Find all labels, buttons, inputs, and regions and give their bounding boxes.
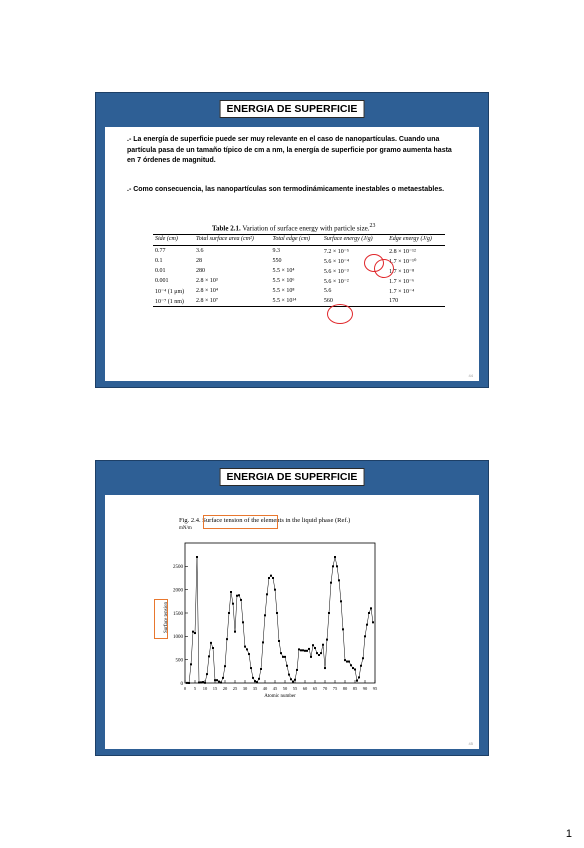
caption-highlight-box bbox=[203, 515, 278, 529]
data-point bbox=[268, 577, 270, 579]
data-point bbox=[262, 641, 264, 643]
data-point bbox=[370, 607, 372, 609]
table-cell: 0.01 bbox=[155, 268, 166, 274]
table-cell: 10⁻⁴ (1 μm) bbox=[155, 288, 185, 295]
data-point bbox=[188, 682, 190, 684]
series-line bbox=[187, 557, 373, 683]
data-point bbox=[266, 593, 268, 595]
table-cell: 1.7 × 10⁻⁴ bbox=[389, 288, 415, 295]
y-tick-label: 1500 bbox=[173, 611, 183, 617]
surface-tension-chart bbox=[165, 535, 381, 703]
data-point bbox=[298, 648, 300, 650]
x-tick-label: 65 bbox=[312, 686, 318, 691]
data-point bbox=[362, 657, 364, 659]
y-tick-label: 0 bbox=[180, 681, 183, 687]
data-point bbox=[316, 652, 318, 654]
data-point bbox=[356, 680, 358, 682]
highlight-circle-last-value bbox=[327, 304, 353, 324]
data-point bbox=[372, 621, 374, 623]
data-point bbox=[272, 577, 274, 579]
table-cell: 560 bbox=[322, 296, 387, 307]
data-point bbox=[240, 599, 242, 601]
data-point bbox=[276, 612, 278, 614]
data-point bbox=[294, 679, 296, 681]
table-row bbox=[153, 266, 445, 276]
table-cell: 170 bbox=[387, 296, 445, 307]
table-cell: 10⁻⁷ (1 nm) bbox=[153, 296, 194, 307]
data-point bbox=[216, 679, 218, 681]
data-point bbox=[368, 612, 370, 614]
slide-content bbox=[105, 495, 479, 749]
data-point bbox=[332, 565, 334, 567]
table-caption-text: Variation of surface energy with particle size. bbox=[242, 224, 370, 233]
data-point bbox=[200, 681, 202, 683]
data-point bbox=[346, 661, 348, 663]
data-point bbox=[252, 677, 254, 679]
data-point bbox=[212, 647, 214, 649]
data-point bbox=[194, 632, 196, 634]
data-point bbox=[220, 682, 222, 684]
data-point bbox=[206, 673, 208, 675]
data-point bbox=[208, 655, 210, 657]
data-point bbox=[334, 556, 336, 558]
y-tick-label: 500 bbox=[175, 658, 183, 664]
y-axis-label: Surface tension bbox=[163, 602, 169, 633]
data-point bbox=[186, 682, 188, 684]
table-cell: 1.7 × 10⁻⁶ bbox=[389, 278, 415, 285]
data-point bbox=[350, 664, 352, 666]
data-point bbox=[246, 648, 248, 650]
x-tick-label: 60 bbox=[302, 686, 308, 691]
table-cell: 9.3 bbox=[272, 248, 281, 254]
table-header-cell: Total surface area (cm²) bbox=[194, 235, 271, 246]
x-tick-label: 90 bbox=[362, 686, 368, 691]
data-point bbox=[302, 649, 304, 651]
paragraph-consequence: .- Como consecuencia, las nanopartículas son termodinámicamente inestables o metaestables. bbox=[127, 186, 445, 193]
table-cell: 5.5 × 10⁴ bbox=[272, 268, 295, 274]
data-point bbox=[330, 582, 332, 584]
x-tick-label: 25 bbox=[232, 686, 238, 691]
table-caption-ref: 23 bbox=[369, 223, 376, 229]
data-point bbox=[250, 667, 252, 669]
figure-caption: Fig. 2.4. Surface tension of the elements in the liquid phase (Ref.) bbox=[179, 517, 351, 524]
table-cell: 550 bbox=[272, 258, 282, 264]
table-cell: 5.6 × 10⁻³ bbox=[323, 268, 349, 275]
table-cell: 28 bbox=[196, 258, 202, 264]
data-point bbox=[196, 556, 198, 558]
data-point bbox=[326, 639, 328, 641]
table-cell: 1.7 × 10⁻⁸ bbox=[389, 268, 415, 275]
data-point bbox=[304, 650, 306, 652]
table-cell: 5.6 × 10⁻² bbox=[323, 278, 349, 285]
y-tick-label: 2000 bbox=[173, 588, 183, 594]
slide-title: ENERGIA DE SUPERFICIE bbox=[220, 468, 365, 486]
x-tick-label: 45 bbox=[272, 686, 278, 691]
data-point bbox=[342, 628, 344, 630]
data-point bbox=[258, 678, 260, 680]
table-cell: 2.8 × 10⁷ bbox=[194, 296, 271, 307]
data-point bbox=[282, 656, 284, 658]
x-tick-label: 20 bbox=[222, 686, 228, 691]
data-point bbox=[308, 648, 310, 650]
table-cell: 5.5 × 10¹⁴ bbox=[271, 296, 322, 307]
data-point bbox=[314, 647, 316, 649]
paragraph-surface-energy: .- La energía de superficie puede ser muy relevante en el caso de nanopartículas. Cuando una partícula pasa de un tamaño típico de cm a nm, la energía de superficie por gramo aumenta hasta en 7 órdenes de magnitud. bbox=[127, 136, 452, 164]
table-cell: 2.8 × 10³ bbox=[196, 278, 218, 284]
data-point bbox=[288, 674, 290, 676]
data-point bbox=[270, 575, 272, 577]
x-tick-label: 80 bbox=[342, 686, 348, 691]
x-tick-label: 30 bbox=[242, 686, 248, 691]
x-tick-label: 55 bbox=[292, 686, 298, 691]
data-point bbox=[192, 631, 194, 633]
data-point bbox=[354, 668, 356, 670]
data-point bbox=[292, 681, 294, 683]
data-point bbox=[236, 595, 238, 597]
data-point bbox=[260, 668, 262, 670]
table-header-cell: Surface energy (J/g) bbox=[322, 235, 387, 246]
data-point bbox=[296, 669, 298, 671]
data-point bbox=[256, 681, 258, 683]
data-point bbox=[254, 680, 256, 682]
x-tick-label: 35 bbox=[252, 686, 258, 691]
table-row bbox=[153, 246, 445, 257]
x-tick-label: 5 bbox=[193, 686, 197, 691]
x-tick-label: 75 bbox=[332, 686, 338, 691]
table-header-cell: Edge energy (J/g) bbox=[387, 235, 445, 246]
highlight-circle-first-value bbox=[374, 259, 394, 278]
data-point bbox=[234, 631, 236, 633]
data-point bbox=[228, 612, 230, 614]
x-tick-label: 85 bbox=[352, 686, 358, 691]
table-cell: 2.8 × 10⁻¹² bbox=[389, 248, 416, 255]
data-point bbox=[318, 654, 320, 656]
data-point bbox=[214, 679, 216, 681]
data-point bbox=[244, 646, 246, 648]
table-header-cell: Total edge (cm) bbox=[271, 235, 322, 246]
table-cell: 0.001 bbox=[155, 278, 169, 284]
table-row bbox=[153, 296, 445, 307]
data-point bbox=[290, 678, 292, 680]
data-point bbox=[226, 638, 228, 640]
slide-title: ENERGIA DE SUPERFICIE bbox=[220, 100, 365, 118]
data-point bbox=[338, 579, 340, 581]
data-point bbox=[278, 640, 280, 642]
data-point bbox=[320, 652, 322, 654]
data-point bbox=[204, 682, 206, 684]
table-row bbox=[153, 276, 445, 286]
table-row bbox=[153, 286, 445, 296]
data-point bbox=[352, 667, 354, 669]
table-cell: 3.6 bbox=[196, 248, 204, 254]
x-tick-label: 70 bbox=[322, 686, 328, 691]
data-point bbox=[344, 659, 346, 661]
data-point bbox=[248, 653, 250, 655]
data-point bbox=[358, 676, 360, 678]
table-cell: 5.6 × 10⁻⁴ bbox=[323, 258, 349, 265]
x-tick-label: 15 bbox=[212, 686, 218, 691]
data-point bbox=[222, 677, 224, 679]
table-body bbox=[153, 246, 445, 307]
data-point bbox=[336, 565, 338, 567]
data-point bbox=[198, 682, 200, 684]
data-point bbox=[348, 661, 350, 663]
surface-energy-table bbox=[153, 234, 445, 307]
data-point bbox=[310, 656, 312, 658]
data-point bbox=[242, 621, 244, 623]
y-tick-label: 2500 bbox=[173, 565, 183, 571]
table-cell: 5.5 × 10⁶ bbox=[272, 278, 295, 284]
data-point bbox=[274, 589, 276, 591]
data-point bbox=[224, 665, 226, 667]
sheet-page-number: 1 bbox=[565, 828, 572, 840]
y-axis-unit: mN/m bbox=[179, 526, 192, 531]
table-cell: 7.2 × 10⁻⁵ bbox=[323, 248, 349, 255]
table-cell: 5.5 × 10⁸ bbox=[272, 288, 295, 294]
slide-44 bbox=[95, 92, 489, 388]
data-point bbox=[324, 667, 326, 669]
table-cell: 0.1 bbox=[155, 258, 163, 264]
table-header-row bbox=[153, 235, 445, 246]
x-tick-label: 10 bbox=[202, 686, 208, 691]
data-point bbox=[340, 600, 342, 602]
data-point bbox=[300, 649, 302, 651]
data-point bbox=[230, 591, 232, 593]
table-cell: 0.77 bbox=[155, 248, 166, 254]
x-tick-label: 0 bbox=[183, 686, 187, 691]
data-point bbox=[286, 665, 288, 667]
slide-content bbox=[105, 127, 479, 381]
slide-page-number: 44 bbox=[468, 373, 473, 378]
table-cell: 280 bbox=[196, 268, 205, 274]
data-point bbox=[322, 644, 324, 646]
data-point bbox=[218, 681, 220, 683]
data-point bbox=[364, 635, 366, 637]
slide-45 bbox=[95, 460, 489, 756]
table-header-cell: Side (cm) bbox=[153, 235, 194, 246]
table-cell: 5.6 bbox=[323, 288, 332, 294]
table-cell: 1.7 × 10⁻¹⁰ bbox=[389, 258, 417, 265]
data-point bbox=[190, 663, 192, 665]
table-cell: 2.8 × 10⁴ bbox=[196, 288, 218, 294]
data-point bbox=[232, 603, 234, 605]
y-tick-label: 1000 bbox=[173, 635, 183, 641]
table-row bbox=[153, 256, 445, 266]
data-point bbox=[264, 614, 266, 616]
data-point bbox=[210, 642, 212, 644]
data-point bbox=[284, 656, 286, 658]
x-axis-label: Atomic number bbox=[264, 694, 296, 699]
data-point bbox=[202, 681, 204, 683]
table-caption-number: Table 2.1. bbox=[212, 224, 241, 233]
slide-page-number: 45 bbox=[468, 741, 473, 746]
data-point bbox=[328, 612, 330, 614]
data-point bbox=[306, 650, 308, 652]
data-point bbox=[238, 594, 240, 596]
x-tick-label: 40 bbox=[262, 686, 268, 691]
x-tick-label: 95 bbox=[372, 686, 378, 691]
x-tick-label: 50 bbox=[282, 686, 288, 691]
table-caption bbox=[212, 223, 375, 232]
data-point bbox=[360, 665, 362, 667]
data-point bbox=[312, 644, 314, 646]
data-point bbox=[366, 624, 368, 626]
data-point bbox=[280, 652, 282, 654]
